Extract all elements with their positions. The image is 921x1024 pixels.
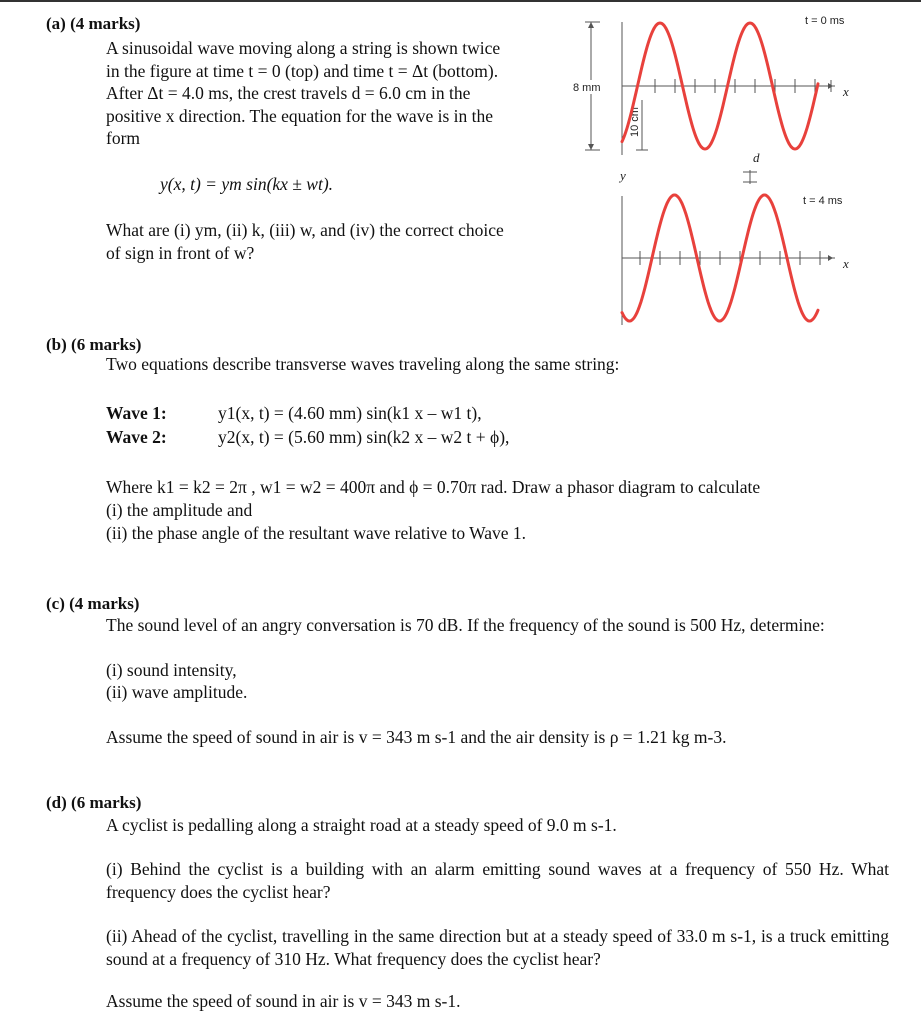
part-d-heading: (d) (6 marks) xyxy=(46,793,142,812)
part-a-line-1: A sinusoidal wave moving along a string is shown twice xyxy=(106,38,501,58)
part-a-question xyxy=(106,219,566,264)
part-b-where: Where k1 = k2 = 2π , w1 = w2 = 400π and ϕ = 0.70π rad. Draw a phasor diagram to calculate xyxy=(106,477,761,497)
part-a-line-3: After Δt = 4.0 ms, the crest travels d = 6.0 cm in the xyxy=(106,83,471,103)
wave-figure xyxy=(560,0,921,340)
part-a-intro xyxy=(106,37,566,150)
part-a-question-line-2: of sign in front of w? xyxy=(106,242,255,263)
wave-1-equation: y1(x, t) = (4.60 mm) sin(k1 x – w1 t), xyxy=(218,403,482,423)
part-b-heading: (b) (6 marks) xyxy=(46,335,142,354)
part-a-equation: y(x, t) = ym sin(kx ± wt). xyxy=(160,174,334,194)
part-a-line-2: in the figure at time t = 0 (top) and time t = Δt (bottom). xyxy=(106,60,499,81)
part-c-item-i: (i) sound intensity, xyxy=(106,660,237,680)
part-d-intro: A cyclist is pedalling along a straight road at a steady speed of 9.0 m s-1. xyxy=(106,815,617,835)
top-y-label: y xyxy=(620,168,626,183)
part-c-assume: Assume the speed of sound in air is v = 343 m s-1 and the air density is ρ = 1.21 kg m-3. xyxy=(106,727,727,747)
wave-2-equation: y2(x, t) = (5.60 mm) sin(k2 x – w2 t + ϕ), xyxy=(218,427,510,447)
part-a-question-line-1: What are (i) ym, (ii) k, (iii) w, and (iv) the correct choice xyxy=(106,220,504,240)
bottom-time-label: t = 4 ms xyxy=(803,195,843,207)
part-c-paragraph: The sound level of an angry conversation is 70 dB. If the frequency of the sound is 500 Hz, determine: xyxy=(106,615,825,635)
amp-label: 8 mm xyxy=(573,82,601,94)
part-a-line-4: positive x direction. The equation for the wave is in the xyxy=(106,105,494,126)
part-a-heading: (a) (4 marks) xyxy=(46,14,141,33)
part-c-item-ii: (ii) wave amplitude. xyxy=(106,682,248,702)
part-d-assume: Assume the speed of sound in air is v = 343 m s-1. xyxy=(106,991,461,1011)
top-time-label: t = 0 ms xyxy=(805,15,845,27)
bottom-x-arrow xyxy=(828,255,833,261)
len-label: 10 cm xyxy=(629,107,641,137)
bottom-x-label: x xyxy=(843,256,849,271)
d-label: d xyxy=(753,150,760,165)
part-a-line-5: form xyxy=(106,128,141,148)
wave-2-label: Wave 2: xyxy=(106,427,167,447)
part-b-item-ii: (ii) the phase angle of the resultant wave relative to Wave 1. xyxy=(106,523,527,543)
part-d-item-ii: (ii) Ahead of the cyclist, travelling in the same direction but at a steady speed of 33.0 m s-1, is a truck emitting sound at a frequency of 310 Hz. What frequency does the cyclist hear? xyxy=(106,926,889,969)
part-d-item-i: (i) Behind the cyclist is a building with an alarm emitting sound waves at a frequency of 550 Hz. What frequency does the cyclist hear? xyxy=(106,859,889,902)
wave-1-label: Wave 1: xyxy=(106,403,167,423)
part-b-intro: Two equations describe transverse waves traveling along the same string: xyxy=(106,354,620,374)
part-c-heading: (c) (4 marks) xyxy=(46,594,140,613)
top-x-label: x xyxy=(843,84,849,99)
part-b-item-i: (i) the amplitude and xyxy=(106,500,253,520)
